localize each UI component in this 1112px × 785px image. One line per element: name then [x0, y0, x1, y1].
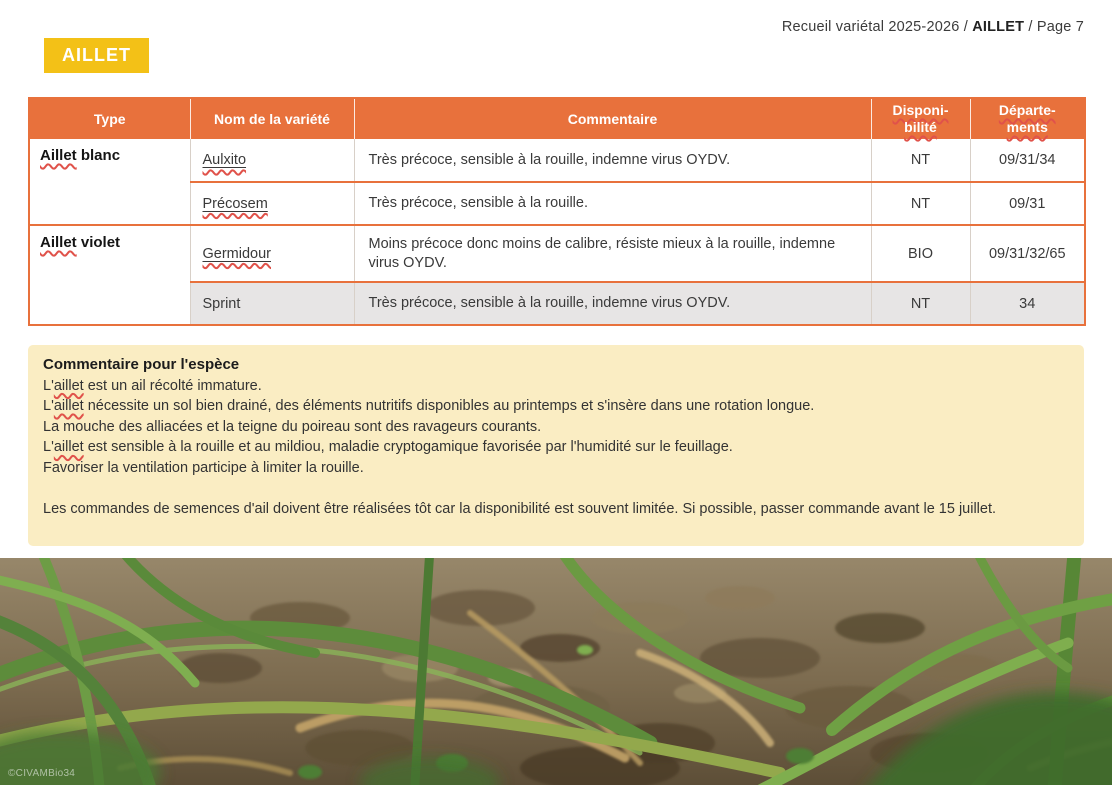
garlic-field-illustration [0, 558, 1112, 785]
col-header-availability: Disponi- bilité [871, 98, 970, 139]
variety-comment: Très précoce, sensible à la rouille. [354, 182, 871, 225]
variety-table [28, 97, 1086, 326]
departments-value: 09/31 [970, 182, 1085, 225]
comment-line: Favoriser la ventilation participe à limiter la rouille. [43, 459, 364, 476]
availability-value: NT [871, 182, 970, 225]
breadcrumb [782, 19, 1084, 35]
table-row [29, 225, 1085, 282]
type-cell-aillet-blanc: Aillet blanc [29, 139, 190, 225]
variety-comment: Moins précoce donc moins de calibre, résiste mieux à la rouille, indemne virus OYDV. [354, 225, 871, 282]
availability-value: NT [871, 282, 970, 325]
col-header-type: Type [29, 98, 190, 139]
comment-line-blank [43, 479, 1069, 500]
comment-line: Les commandes de semences d'ail doivent être réalisées tôt car la disponibilité est souvent limitée. Si possible, passer commande avant le 15 juillet. [43, 501, 997, 518]
breadcrumb-suffix: / Page 7 [1024, 19, 1084, 35]
comment-line: L'aillet nécessite un sol bien drainé, des éléments nutritifs disponibles au printemps et s'insère dans une rotation longue. [43, 398, 815, 415]
variety-comment: Très précoce, sensible à la rouille, indemne virus OYDV. [354, 282, 871, 325]
comment-line: L'aillet est un ail récolté immature. [43, 377, 262, 394]
variety-comment: Très précoce, sensible à la rouille, indemne virus OYDV. [354, 139, 871, 182]
availability-value: NT [871, 139, 970, 182]
species-comment-box [28, 345, 1084, 546]
garlic-field-photo [0, 558, 1112, 785]
variety-name: Aulxito [190, 139, 354, 182]
photo-credit: ©CIVAMBio34 [8, 768, 76, 779]
comment-line: L'aillet est sensible à la rouille et au mildiou, maladie cryptogamique favorisée par l'humidité sur le feuillage. [43, 439, 733, 456]
departments-value: 09/31/34 [970, 139, 1085, 182]
table-header-row [29, 98, 1085, 139]
availability-value: BIO [871, 225, 970, 282]
variety-name: Précosem [190, 182, 354, 225]
breadcrumb-species: AILLET [972, 19, 1025, 35]
col-header-comment: Commentaire [354, 98, 871, 139]
variety-name: Sprint [190, 282, 354, 325]
variety-name: Germidour [190, 225, 354, 282]
departments-value: 34 [970, 282, 1085, 325]
species-badge: AILLET [44, 38, 149, 73]
type-cell-aillet-violet: Aillet violet [29, 225, 190, 325]
col-header-variety: Nom de la variété [190, 98, 354, 139]
breadcrumb-prefix: Recueil variétal 2025-2026 / [781, 19, 973, 35]
comment-box-title: Commentaire pour l'espèce [43, 356, 240, 373]
departments-value: 09/31/32/65 [970, 225, 1085, 282]
col-header-departments: Départe- ments [970, 98, 1085, 139]
comment-line: La mouche des alliacées et la teigne du poireau sont des ravageurs courants. [43, 418, 542, 435]
table-row [29, 139, 1085, 182]
